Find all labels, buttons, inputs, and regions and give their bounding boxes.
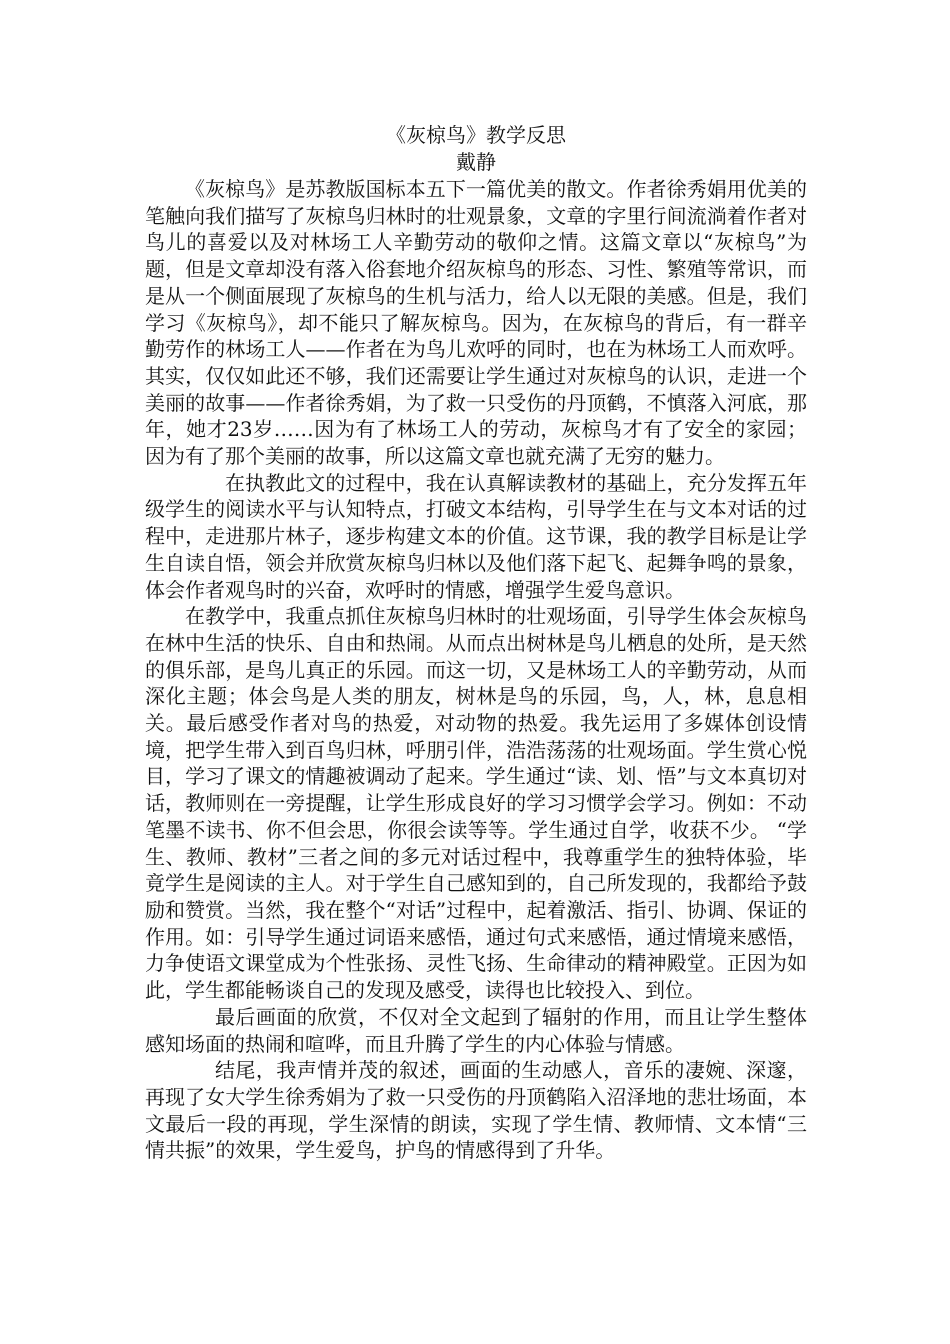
paragraph-5: 结尾，我声情并茂的叙述，画面的生动感人，音乐的凄婉、深邃，再现了女大学生徐秀娟为了救一只受伤的丹顶鹤陷入沼泽地的悲壮场面，本文最后一段的再现，学生深情的朗读，实现了学生情、教师情、文本情“三情共振”的效果，学生爱鸟，护鸟的情感得到了升华。 bbox=[145, 1058, 807, 1163]
document-author: 戴静 bbox=[456, 150, 496, 174]
document-title: 《灰椋鸟》教学反思 bbox=[386, 123, 566, 147]
paragraph-4: 最后画面的欣赏，不仅对全文起到了辐射的作用，而且让学生整体感知场面的热闹和喧哗，而且升腾了学生的内心体验与情感。 bbox=[145, 1004, 807, 1056]
paragraph-3: 在教学中，我重点抓住灰椋鸟归林时的壮观场面，引导学生体会灰椋鸟在林中生活的快乐、自由和热闹。从而点出树林是鸟儿栖息的处所，是天然的俱乐部，是鸟儿真正的乐园。而这一切，又是林场工人的辛勤劳动，从而深化主题；体会鸟是人类的朋友，树林是鸟的乐园，鸟，人，林，息息相关。最后感受作者对鸟的热爱，对动物的热爱。我先运用了多媒体创设情境，把学生带入到百鸟归林，呼朋引伴，浩浩荡荡的壮观场面。学生赏心悦目，学习了课文的情趣被调动了起来。学生通过“读、划、悟”与文本真切对话，教师则在一旁提醒，让学生形成良好的学习习惯学会学习。例如：不动笔墨不读书、你不但会思，你很会读等等。学生通过自学，收获不少。 “学生、教师、教材”三者之间的多元对话过程中，我尊重学生的独特体验，毕竟学生是阅读的主人。对于学生自己感知到的，自己所发现的，我都给予鼓励和赞赏。当然，我在整个“对话”过程中，起着激活、指引、协调、保证的作用。如：引导学生通过词语来感悟，通过句式来感悟，通过情境来感悟，力争使语文课堂成为个性张扬、灵性飞扬、生命律动的精神殿堂。正因为如此，学生都能畅谈自己的发现及感受，读得也比较投入、到位。 bbox=[145, 604, 807, 1003]
paragraph-1: 《灰椋鸟》是苏教版国标本五下一篇优美的散文。作者徐秀娟用优美的笔触向我们描写了灰椋鸟归林时的壮观景象，文章的字里行间流淌着作者对鸟儿的喜爱以及对林场工人辛勤劳动的敬仰之情。这篇文章以“灰椋鸟”为题，但是文章却没有落入俗套地介绍灰椋鸟的形态、习性、繁殖等常识，而是从一个侧面展现了灰椋鸟的生机与活力，给人以无限的美感。但是，我们学习《灰椋鸟》，却不能只了解灰椋鸟。因为，在灰椋鸟的背后，有一群辛勤劳作的林场工人——作者在为鸟儿欢呼的同时，也在为林场工人而欢呼。其实，仅仅如此还不够，我们还需要让学生通过对灰椋鸟的认识，走进一个美丽的故事——作者徐秀娟，为了救一只受伤的丹顶鹤，不慎落入河底，那年，她才23岁……因为有了林场工人的劳动，灰椋鸟才有了安全的家园；因为有了那个美丽的故事，所以这篇文章也就充满了无穷的魅力。 bbox=[145, 177, 807, 469]
paragraph-2: 在执教此文的过程中，我在认真解读教材的基础上，充分发挥五年级学生的阅读水平与认知特点，打破文本结构，引导学生在与文本对话的过程中，走进那片林子，逐步构建文本的价值。这节课，我的教学目标是让学生自读自悟，领会并欣赏灰椋鸟归林以及他们落下起飞、起舞争鸣的景象，体会作者观鸟时的兴奋，欢呼时的情感，增强学生爱鸟意识。 bbox=[145, 470, 807, 602]
document-page bbox=[145, 122, 807, 1164]
